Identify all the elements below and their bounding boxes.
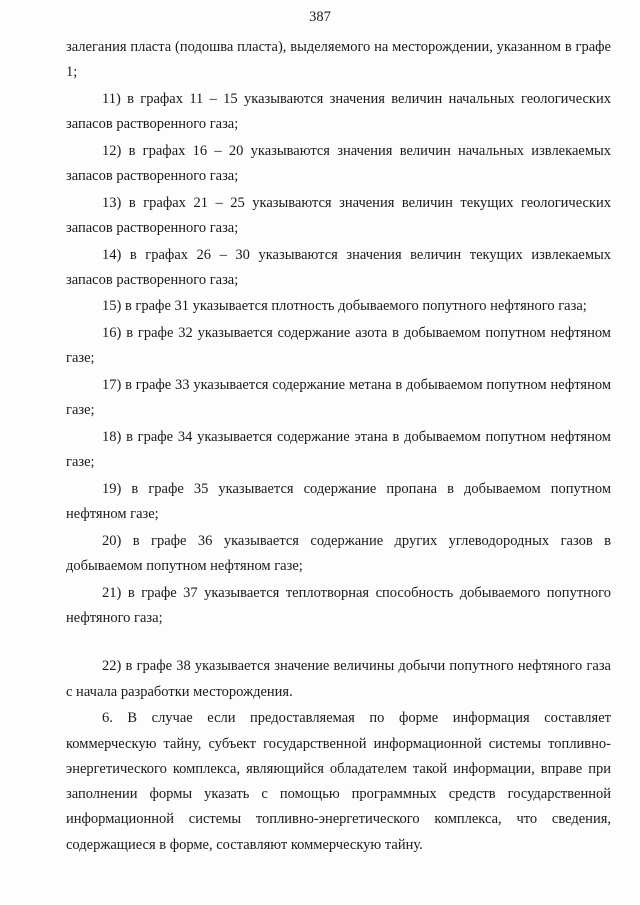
list-item-21: 21) в графе 37 указывается теплотворная способность добываемого попутного нефтяного газа; bbox=[66, 584, 611, 626]
section-6-paragraph: 6. В случае если предоставляемая по форме информация составляет коммерческую тайну, субъект государственной информационной системы топливно-энергетического комплекса, являющийся обладателем такой информации, вправе при заполнении формы указать с помощью программных средств государственной информационной системы топливно-энергетического комплекса, что сведения, содержащиеся в форме, составляют коммерческую тайну. bbox=[66, 710, 611, 853]
list-item-11: 11) в графах 11 – 15 указываются значения величин начальных геологических запасов растворенного газа; bbox=[66, 90, 611, 133]
list-item-14: 14) в графах 26 – 30 указываются значения величин текущих извлекаемых запасов растворенного газа; bbox=[66, 246, 611, 288]
list-item-18: 18) в графе 34 указывается содержание этана в добываемом попутном нефтяном газе; bbox=[66, 428, 611, 471]
list-item-17: 17) в графе 33 указывается содержание метана в добываемом попутном нефтяном газе; bbox=[66, 376, 611, 419]
list-item-19: 19) в графе 35 указывается содержание пропана в добываемом попутном нефтяном газе; bbox=[66, 480, 611, 523]
document-body bbox=[66, 35, 611, 859]
paragraph-continuation: залегания пласта (подошва пласта), выделяемого на месторождении, указанном в графе 1; bbox=[66, 39, 611, 81]
list-item-16: 16) в графе 32 указывается содержание азота в добываемом попутном нефтяном газе; bbox=[66, 325, 611, 367]
list-item-22: 22) в графе 38 указывается значение величины добычи попутного нефтяного газа с начала разработки месторождения. bbox=[66, 658, 611, 700]
list-item-20: 20) в графе 36 указывается содержание других углеводородных газов в добываемом попутном нефтяном газе; bbox=[66, 532, 611, 574]
blank-gap bbox=[66, 632, 611, 654]
list-item-15: 15) в графе 31 указывается плотность добываемого попутного нефтяного газа; bbox=[102, 298, 587, 315]
page-number: 387 bbox=[309, 9, 331, 25]
list-item-13: 13) в графах 21 – 25 указываются значения величин текущих геологических запасов растворенного газа; bbox=[66, 194, 611, 236]
list-item-12: 12) в графах 16 – 20 указываются значения величин начальных извлекаемых запасов растворенного газа; bbox=[66, 142, 611, 185]
